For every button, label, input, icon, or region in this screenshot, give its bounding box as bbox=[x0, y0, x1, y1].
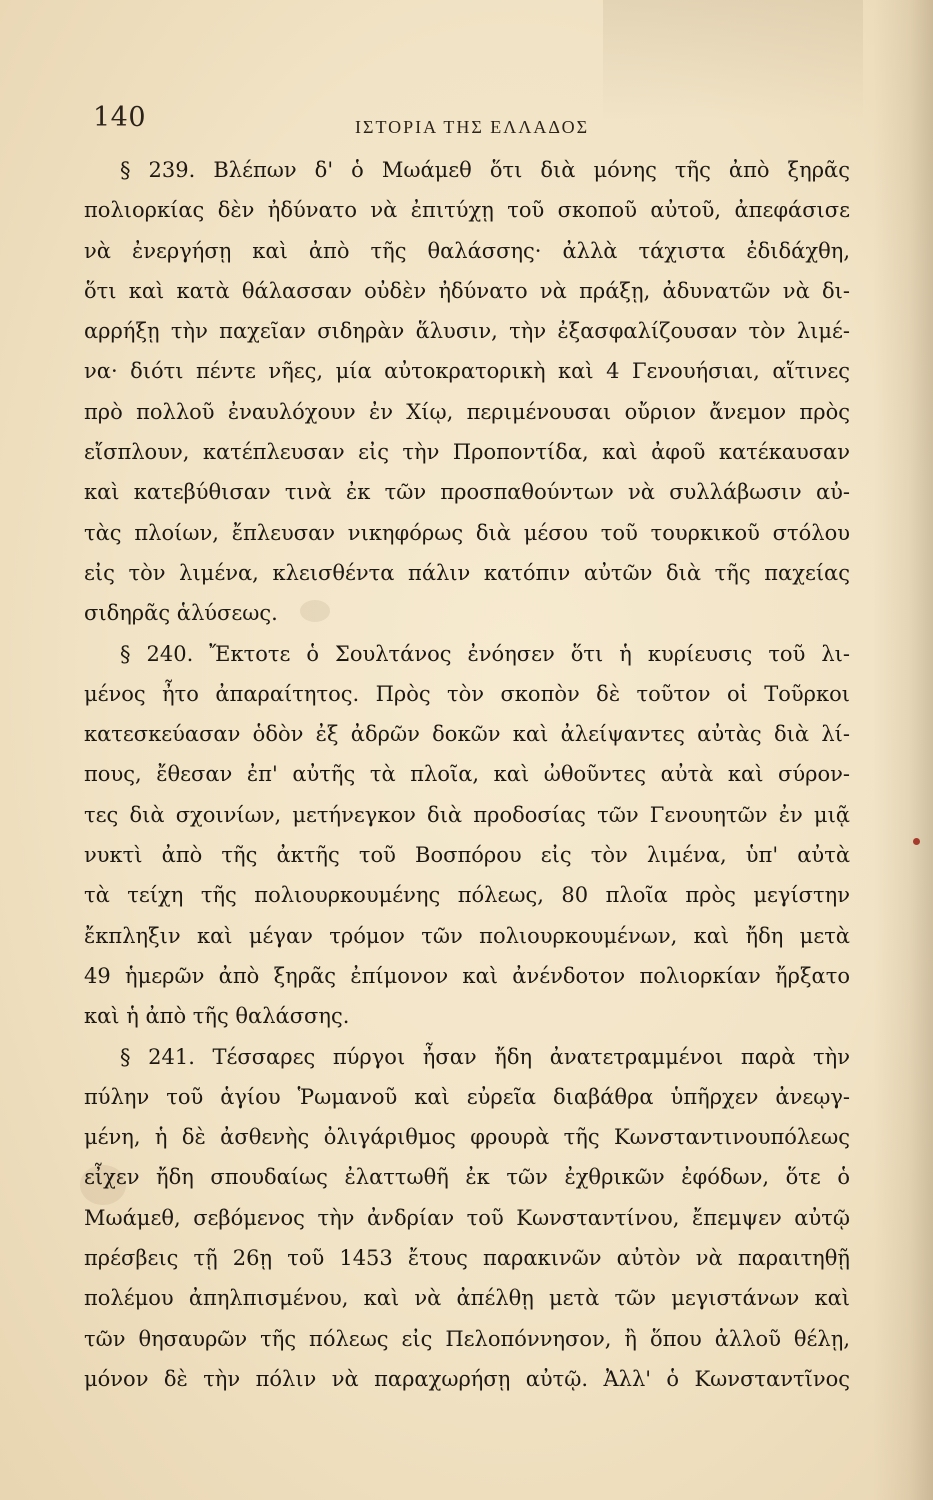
paragraph-239 bbox=[84, 150, 850, 634]
page-edge-shadow bbox=[873, 0, 933, 1500]
text-line: πρέσβεις τῇ 26ῃ τοῦ 1453 ἔτους παρακινῶν αὐτὸν νὰ παραιτηθῇ bbox=[84, 1246, 850, 1271]
text-line: μένος ἦτο ἀπαραίτητος. Πρὸς τὸν σκοπὸν δὲ τοῦτον οἱ Τοῦρκοι bbox=[84, 681, 850, 706]
text-line: να· διότι πέντε νῆες, μία αὐτοκρατορικὴ καὶ 4 Γενουήσιαι, αἵτινες bbox=[84, 359, 850, 384]
text-line: κατεσκεύασαν ὁδὸν ἐξ ἀδρῶν δοκῶν καὶ ἀλείψαντες αὐτὰς διὰ λί- bbox=[84, 722, 850, 747]
text-line: μόνον δὲ τὴν πόλιν νὰ παραχωρήσῃ αὐτῷ. Ἀλλ' ὁ Κωνσταντῖνος bbox=[84, 1366, 850, 1391]
text-line: § 240. Ἔκτοτε ὁ Σουλτάνος ἐνόησεν ὅτι ἡ κυρίευσις τοῦ λι- bbox=[120, 641, 850, 666]
text-line: πρὸ πολλοῦ ἐναυλόχουν ἐν Χίῳ, περιμένουσαι οὔριον ἄνεμον πρὸς bbox=[84, 399, 850, 424]
text-line: καὶ κατεβύθισαν τινὰ ἐκ τῶν προσπαθούντων νὰ συλλάβωσιν αὐ- bbox=[84, 480, 850, 505]
text-line: πους, ἔθεσαν ἐπ' αὐτῆς τὰ πλοῖα, καὶ ὠθοῦντες αὐτὰ καὶ σύρον- bbox=[84, 762, 850, 787]
text-line: καὶ ἡ ἀπὸ τῆς θαλάσσης. bbox=[84, 1004, 350, 1029]
text-line: εἴσπλουν, κατέπλευσαν εἰς τὴν Προποντίδα, καὶ ἀφοῦ κατέκαυσαν bbox=[84, 440, 850, 465]
paragraph-240 bbox=[84, 634, 850, 1037]
text-line: Μωάμεθ, σεβόμενος τὴν ἀνδρίαν τοῦ Κωνσταντίνου, ἔπεμψεν αὐτῷ bbox=[84, 1205, 850, 1230]
text-line: 49 ἡμερῶν ἀπὸ ξηρᾶς ἐπίμονον καὶ ἀνένδοτον πολιορκίαν ἤρξατο bbox=[84, 963, 850, 988]
text-line: πολέμου ἀπηλπισμένου, καὶ νὰ ἀπέλθῃ μετὰ τῶν μεγιστάνων καὶ bbox=[84, 1286, 850, 1311]
running-head: ΙΣΤΟΡΙΑ ΤΗΣ ΕΛΛΑΔΟΣ bbox=[355, 117, 590, 137]
text-line: εἰς τὸν λιμένα, κλεισθέντα πάλιν κατόπιν αὐτῶν διὰ τῆς παχείας bbox=[84, 560, 850, 585]
ink-spot bbox=[913, 838, 920, 845]
text-line: σιδηρᾶς ἁλύσεως. bbox=[84, 601, 278, 626]
page-header bbox=[0, 100, 933, 140]
paragraph-241 bbox=[84, 1037, 850, 1400]
text-line: νὰ ἐνεργήσῃ καὶ ἀπὸ τῆς θαλάσσης· ἀλλὰ τάχιστα ἐδιδάχθη, bbox=[84, 238, 850, 263]
text-line: τὰ τείχη τῆς πολιουρκουμένης πόλεως, 80 πλοῖα πρὸς μεγίστην bbox=[84, 883, 850, 908]
text-line: εἶχεν ἤδη σπουδαίως ἐλαττωθῆ ἐκ τῶν ἐχθρικῶν ἐφόδων, ὅτε ὁ bbox=[84, 1165, 850, 1190]
text-line: πύλην τοῦ ἁγίου Ῥωμανοῦ καὶ εὐρεῖα διαβάθρα ὑπῆρχεν ἀνεῳγ- bbox=[84, 1084, 850, 1109]
text-line: πολιορκίας δὲν ἠδύνατο νὰ ἐπιτύχῃ τοῦ σκοποῦ αὐτοῦ, ἀπεφάσισε bbox=[84, 198, 850, 223]
text-line: τῶν θησαυρῶν τῆς πόλεως εἰς Πελοπόννησον, ἢ ὅπου ἀλλοῦ θέλῃ, bbox=[84, 1326, 850, 1351]
text-line: τὰς πλοίων, ἔπλευσαν νικηφόρως διὰ μέσου τοῦ τουρκικοῦ στόλου bbox=[84, 520, 850, 545]
text-line: § 239. Βλέπων δ' ὁ Μωάμεθ ὅτι διὰ μόνης τῆς ἀπὸ ξηρᾶς bbox=[120, 158, 850, 182]
text-line: ἔκπληξιν καὶ μέγαν τρόμον τῶν πολιουρκουμένων, καὶ ἤδη μετὰ bbox=[84, 923, 850, 948]
text-line: αρρήξῃ τὴν παχεῖαν σιδηρὰν ἅλυσιν, τὴν ἐξασφαλίζουσαν τὸν λιμέ- bbox=[84, 319, 850, 344]
body-text bbox=[84, 150, 850, 1399]
text-line: νυκτὶ ἀπὸ τῆς ἀκτῆς τοῦ Βοσπόρου εἰς τὸν λιμένα, ὑπ' αὐτὰ bbox=[84, 843, 850, 868]
text-line: τες διὰ σχοινίων, μετήνεγκον διὰ προδοσίας τῶν Γενουητῶν ἐν μιᾷ bbox=[84, 802, 850, 827]
text-line: μένη, ἡ δὲ ἀσθενὴς ὀλιγάριθμος φρουρὰ τῆς Κωνσταντινουπόλεως bbox=[84, 1125, 850, 1150]
page-number: 140 bbox=[93, 102, 147, 133]
text-line: § 241. Τέσσαρες πύργοι ἦσαν ἤδη ἀνατετραμμένοι παρὰ τὴν bbox=[120, 1044, 850, 1069]
text-line: ὅτι καὶ κατὰ θάλασσαν οὐδὲν ἠδύνατο νὰ πράξῃ, ἀδυνατῶν νὰ δι- bbox=[84, 278, 850, 303]
